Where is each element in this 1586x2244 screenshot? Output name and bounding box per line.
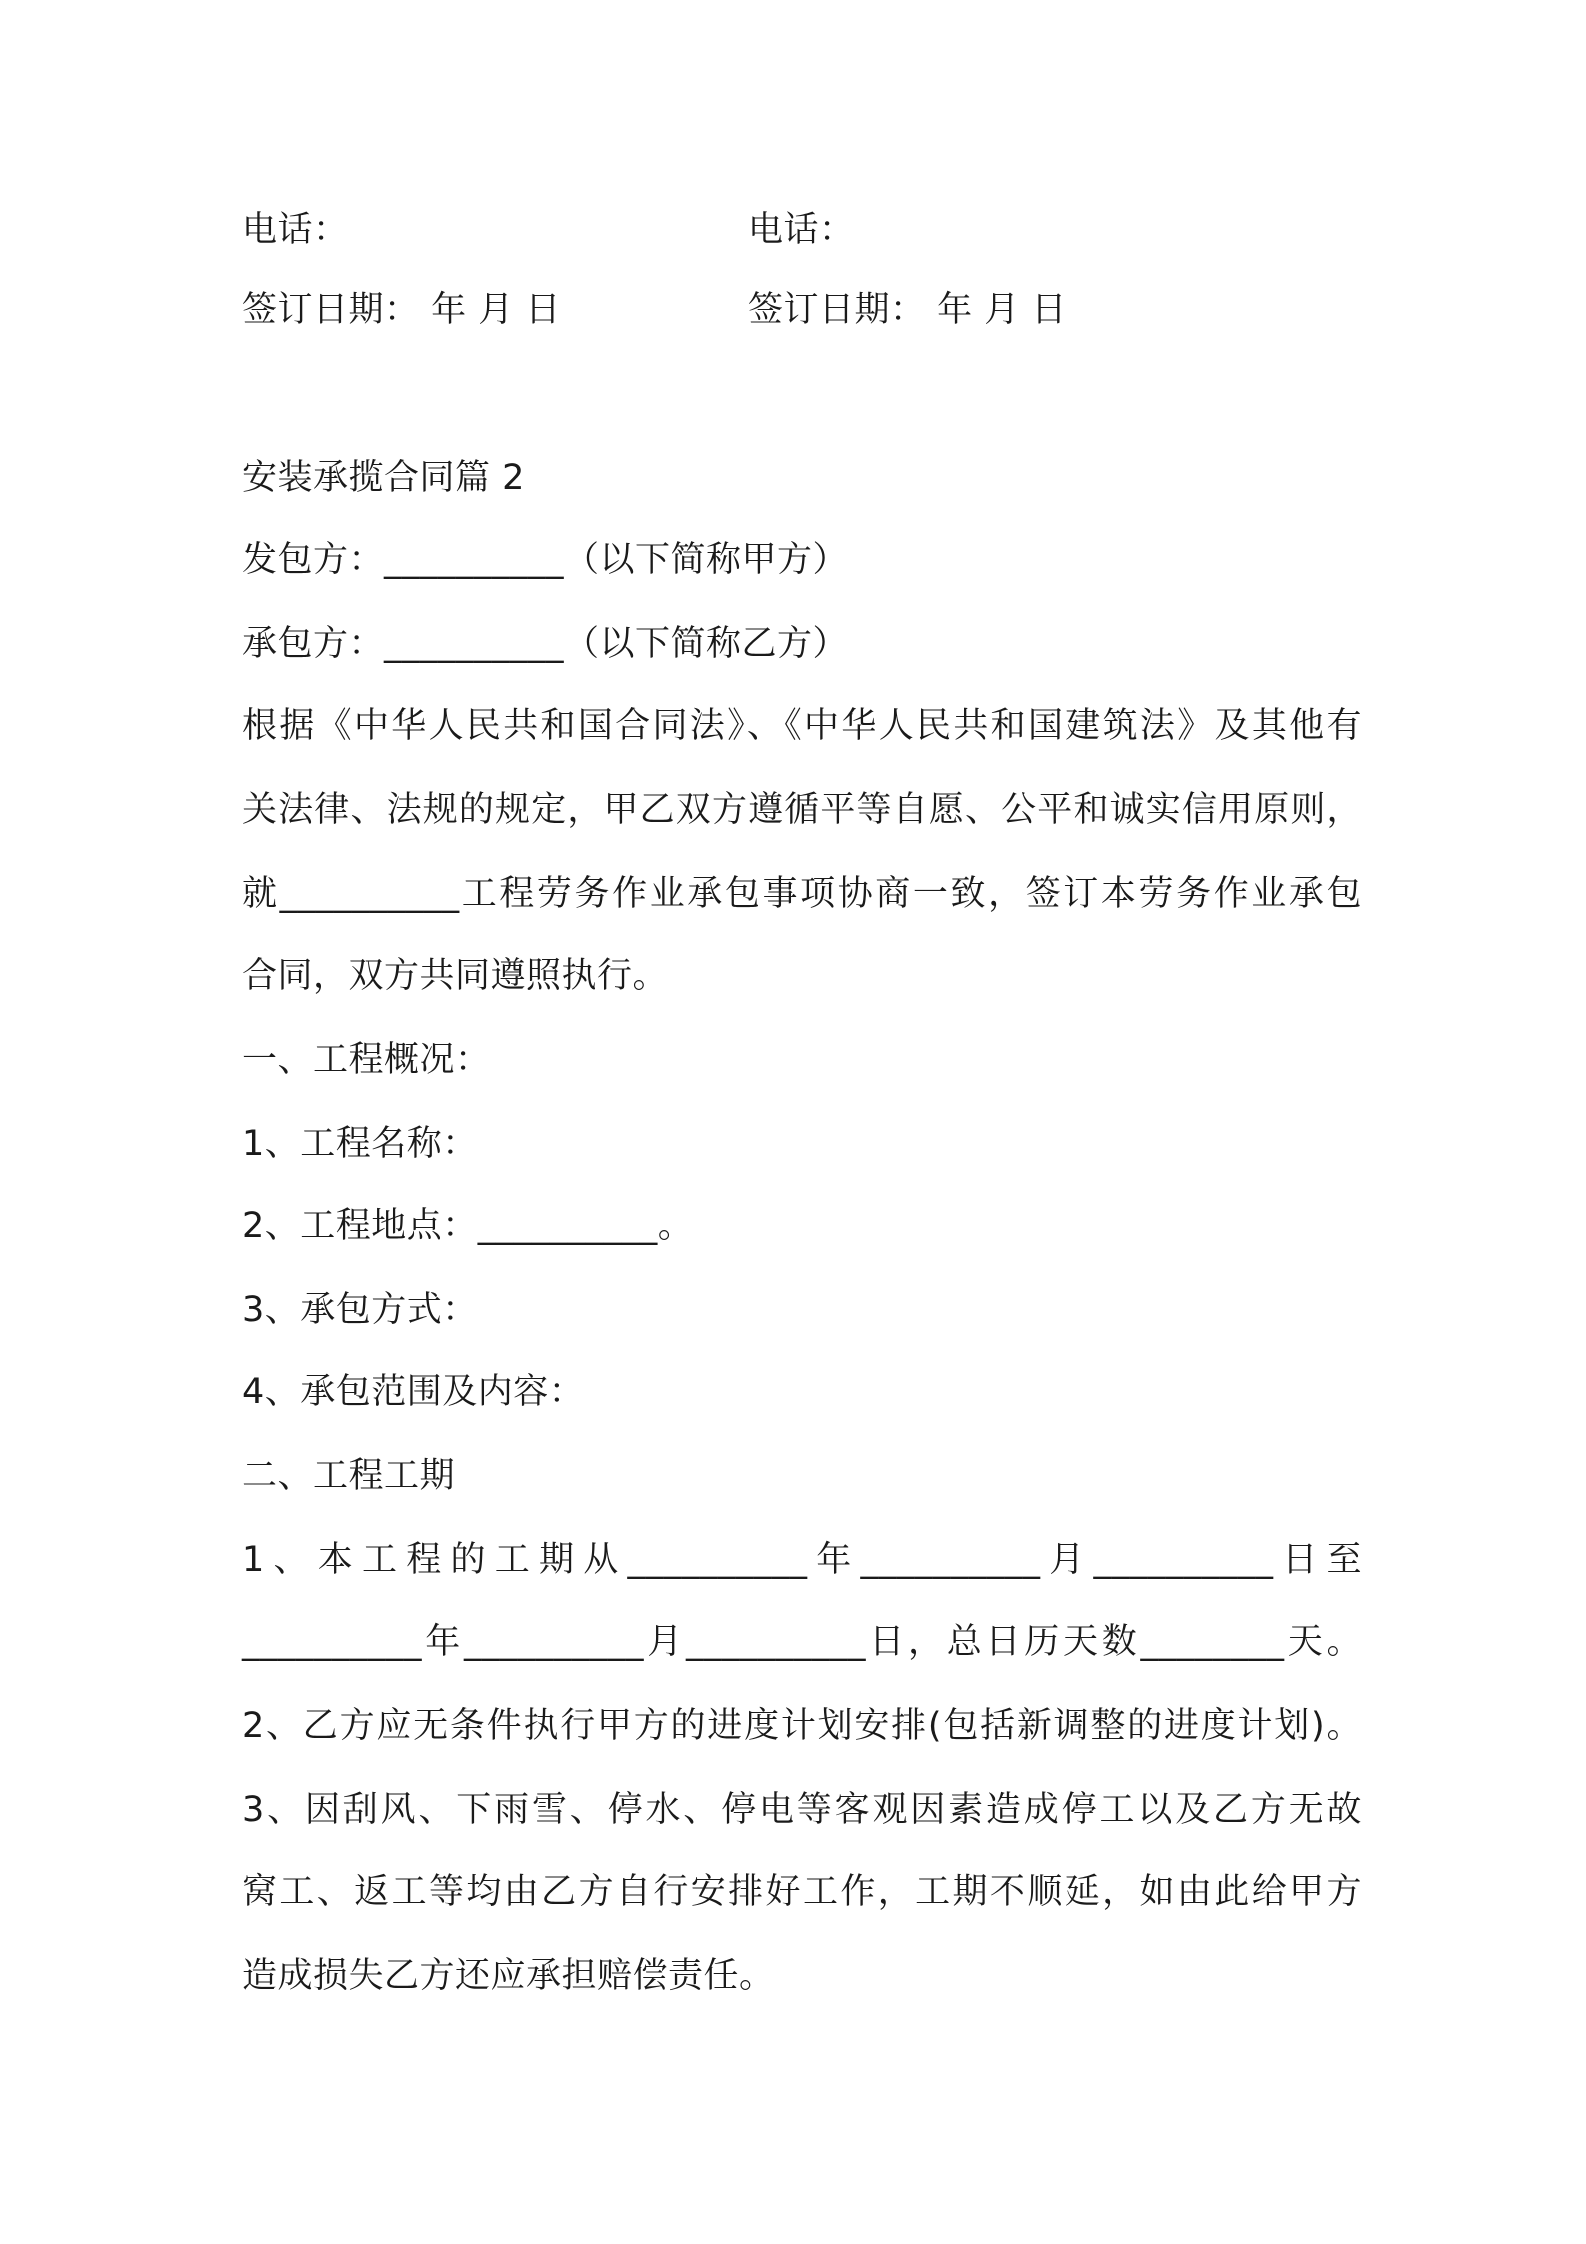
- contract-title: 安装承揽合同篇 2: [242, 458, 525, 498]
- section-2-heading: 二、工程工期: [242, 1456, 456, 1496]
- section-2-item-2: 2、乙方应无条件执行甲方的进度计划安排(包括新调整的进度计划)。: [242, 1706, 1362, 1746]
- preamble-line-3: 就__________工程劳务作业承包事项协商一致，签订本劳务作业承包: [242, 874, 1362, 914]
- section-2-item-3-line-3: 造成损失乙方还应承担赔偿责任。: [242, 1956, 775, 1996]
- section-2-item-3-line-2: 窝工、返工等均由乙方自行安排好工作，工期不顺延，如由此给甲方: [242, 1872, 1362, 1912]
- sign-date-party-b: 签订日期： 年 月 日: [748, 290, 1067, 330]
- section-2-item-3-line-1: 3、因刮风、下雨雪、停水、停电等客观因素造成停工以及乙方无故: [242, 1790, 1362, 1830]
- section-1-item-1: 1、工程名称：: [242, 1124, 478, 1164]
- sign-date-party-a: 签订日期： 年 月 日: [242, 290, 561, 330]
- preamble-line-4: 合同，双方共同遵照执行。: [242, 956, 669, 996]
- phone-label-party-a: 电话：: [242, 210, 349, 250]
- section-1-item-4: 4、承包范围及内容：: [242, 1372, 585, 1412]
- section-1-item-3: 3、承包方式：: [242, 1290, 478, 1330]
- phone-label-party-b: 电话：: [748, 210, 855, 250]
- section-1-item-2: 2、工程地点：__________。: [242, 1206, 694, 1246]
- preamble-line-1: 根据《中华人民共和国合同法》、《中华人民共和国建筑法》及其他有: [242, 706, 1362, 746]
- preamble-line-2: 关法律、法规的规定，甲乙双方遵循平等自愿、公平和诚实信用原则，: [242, 790, 1362, 830]
- section-2-item-1-line-2: __________年__________月__________日，总日历天数________天。: [242, 1622, 1362, 1662]
- section-2-item-1-line-1: 1、本工程的工期从__________年__________月__________日至: [242, 1540, 1362, 1580]
- party-b-line: 承包方：__________（以下简称乙方）: [242, 624, 849, 664]
- section-1-heading: 一、工程概况：: [242, 1040, 491, 1080]
- party-a-line: 发包方：__________（以下简称甲方）: [242, 540, 849, 580]
